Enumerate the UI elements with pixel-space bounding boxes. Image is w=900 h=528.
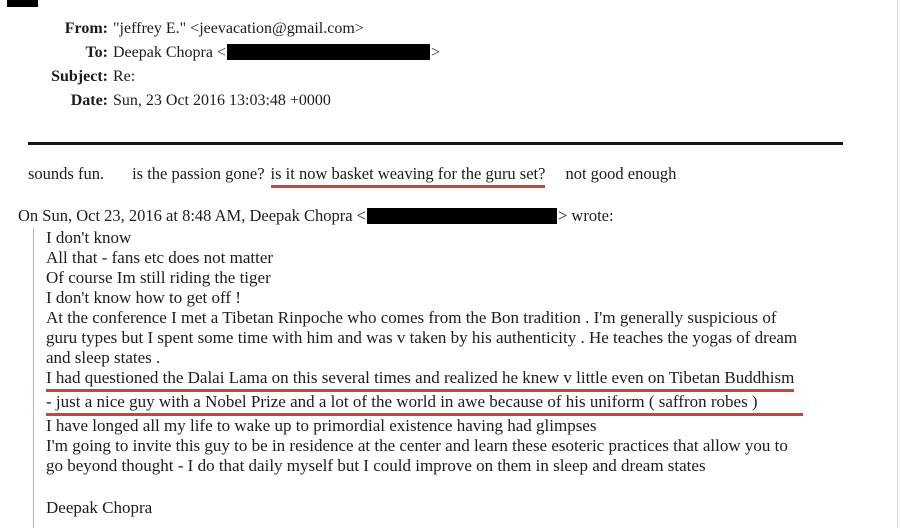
quote-line: guru types but I spent some time with him and was v taken by his authenticity . He teaches the yogas of dream	[46, 328, 798, 347]
quote-line: Of course Im still riding the tiger	[46, 268, 271, 287]
from-field	[0, 17, 440, 41]
quote-line: and sleep states .	[46, 348, 161, 367]
subject-label: Subject:	[51, 68, 108, 85]
to-value-suffix: >	[430, 44, 441, 61]
quote-line: I don't know	[46, 228, 132, 247]
header-body-divider	[28, 142, 843, 145]
date-label: Date:	[70, 92, 108, 109]
from-label: From:	[64, 20, 108, 37]
quoted-message	[33, 228, 881, 528]
quote-line: I'm going to invite this guy to be in residence at the center and learn these esoteric practices that allow you to	[46, 436, 788, 455]
quote-line: At the conference I met a Tibetan Rinpoche who comes from the Bon tradition . I'm generally suspicious of	[46, 308, 777, 327]
quote-line-underlined	[46, 368, 881, 392]
message-text-part2: is the passion gone?	[132, 164, 265, 183]
red-underlined-text: is it now basket weaving for the guru set?	[271, 164, 546, 188]
page-right-border	[897, 0, 898, 528]
red-underlined-text: I had questioned the Dalai Lama on this several times and realized he knew v little even on Tibetan Buddhism	[46, 368, 794, 392]
quote-line: go beyond thought - I do that daily myself but I could improve on them in sleep and dream states	[46, 456, 706, 475]
subject-value: Re:	[113, 68, 136, 85]
reply-attribution-line	[18, 206, 614, 226]
to-value	[108, 41, 440, 65]
quote-line: I have longed all my life to wake up to primordial existence having had glimpses	[46, 416, 597, 435]
red-underlined-text: - just a nice guy with a Nobel Prize and a lot of the world in awe because of his uniform ( saffron robes )	[46, 392, 803, 416]
redaction-bar	[367, 208, 557, 224]
subject-field	[0, 65, 440, 89]
message-text-part3: not good enough	[565, 164, 677, 183]
date-field	[0, 89, 440, 113]
quote-line: I don't know how to get off !	[46, 288, 241, 307]
to-label: To:	[85, 44, 108, 61]
top-redaction-mark	[7, 0, 38, 7]
email-header	[0, 17, 440, 113]
message-text-part1: sounds fun.	[28, 164, 105, 183]
signature: Deepak Chopra	[46, 498, 153, 517]
quote-blank-line	[46, 476, 881, 498]
from-value: "jeffrey E." <jeevacation@gmail.com>	[113, 20, 364, 37]
to-value-prefix: Deepak Chopra <	[113, 44, 226, 61]
to-field	[0, 41, 440, 65]
quote-line: All that - fans etc does not matter	[46, 248, 274, 267]
date-value: Sun, 23 Oct 2016 13:03:48 +0000	[113, 92, 331, 109]
reply-prefix: On Sun, Oct 23, 2016 at 8:48 AM, Deepak Chopra <	[18, 206, 366, 225]
message-first-line	[28, 164, 676, 188]
redaction-bar	[227, 44, 430, 60]
reply-suffix: > wrote:	[557, 206, 614, 225]
quote-line-underlined	[46, 392, 881, 416]
